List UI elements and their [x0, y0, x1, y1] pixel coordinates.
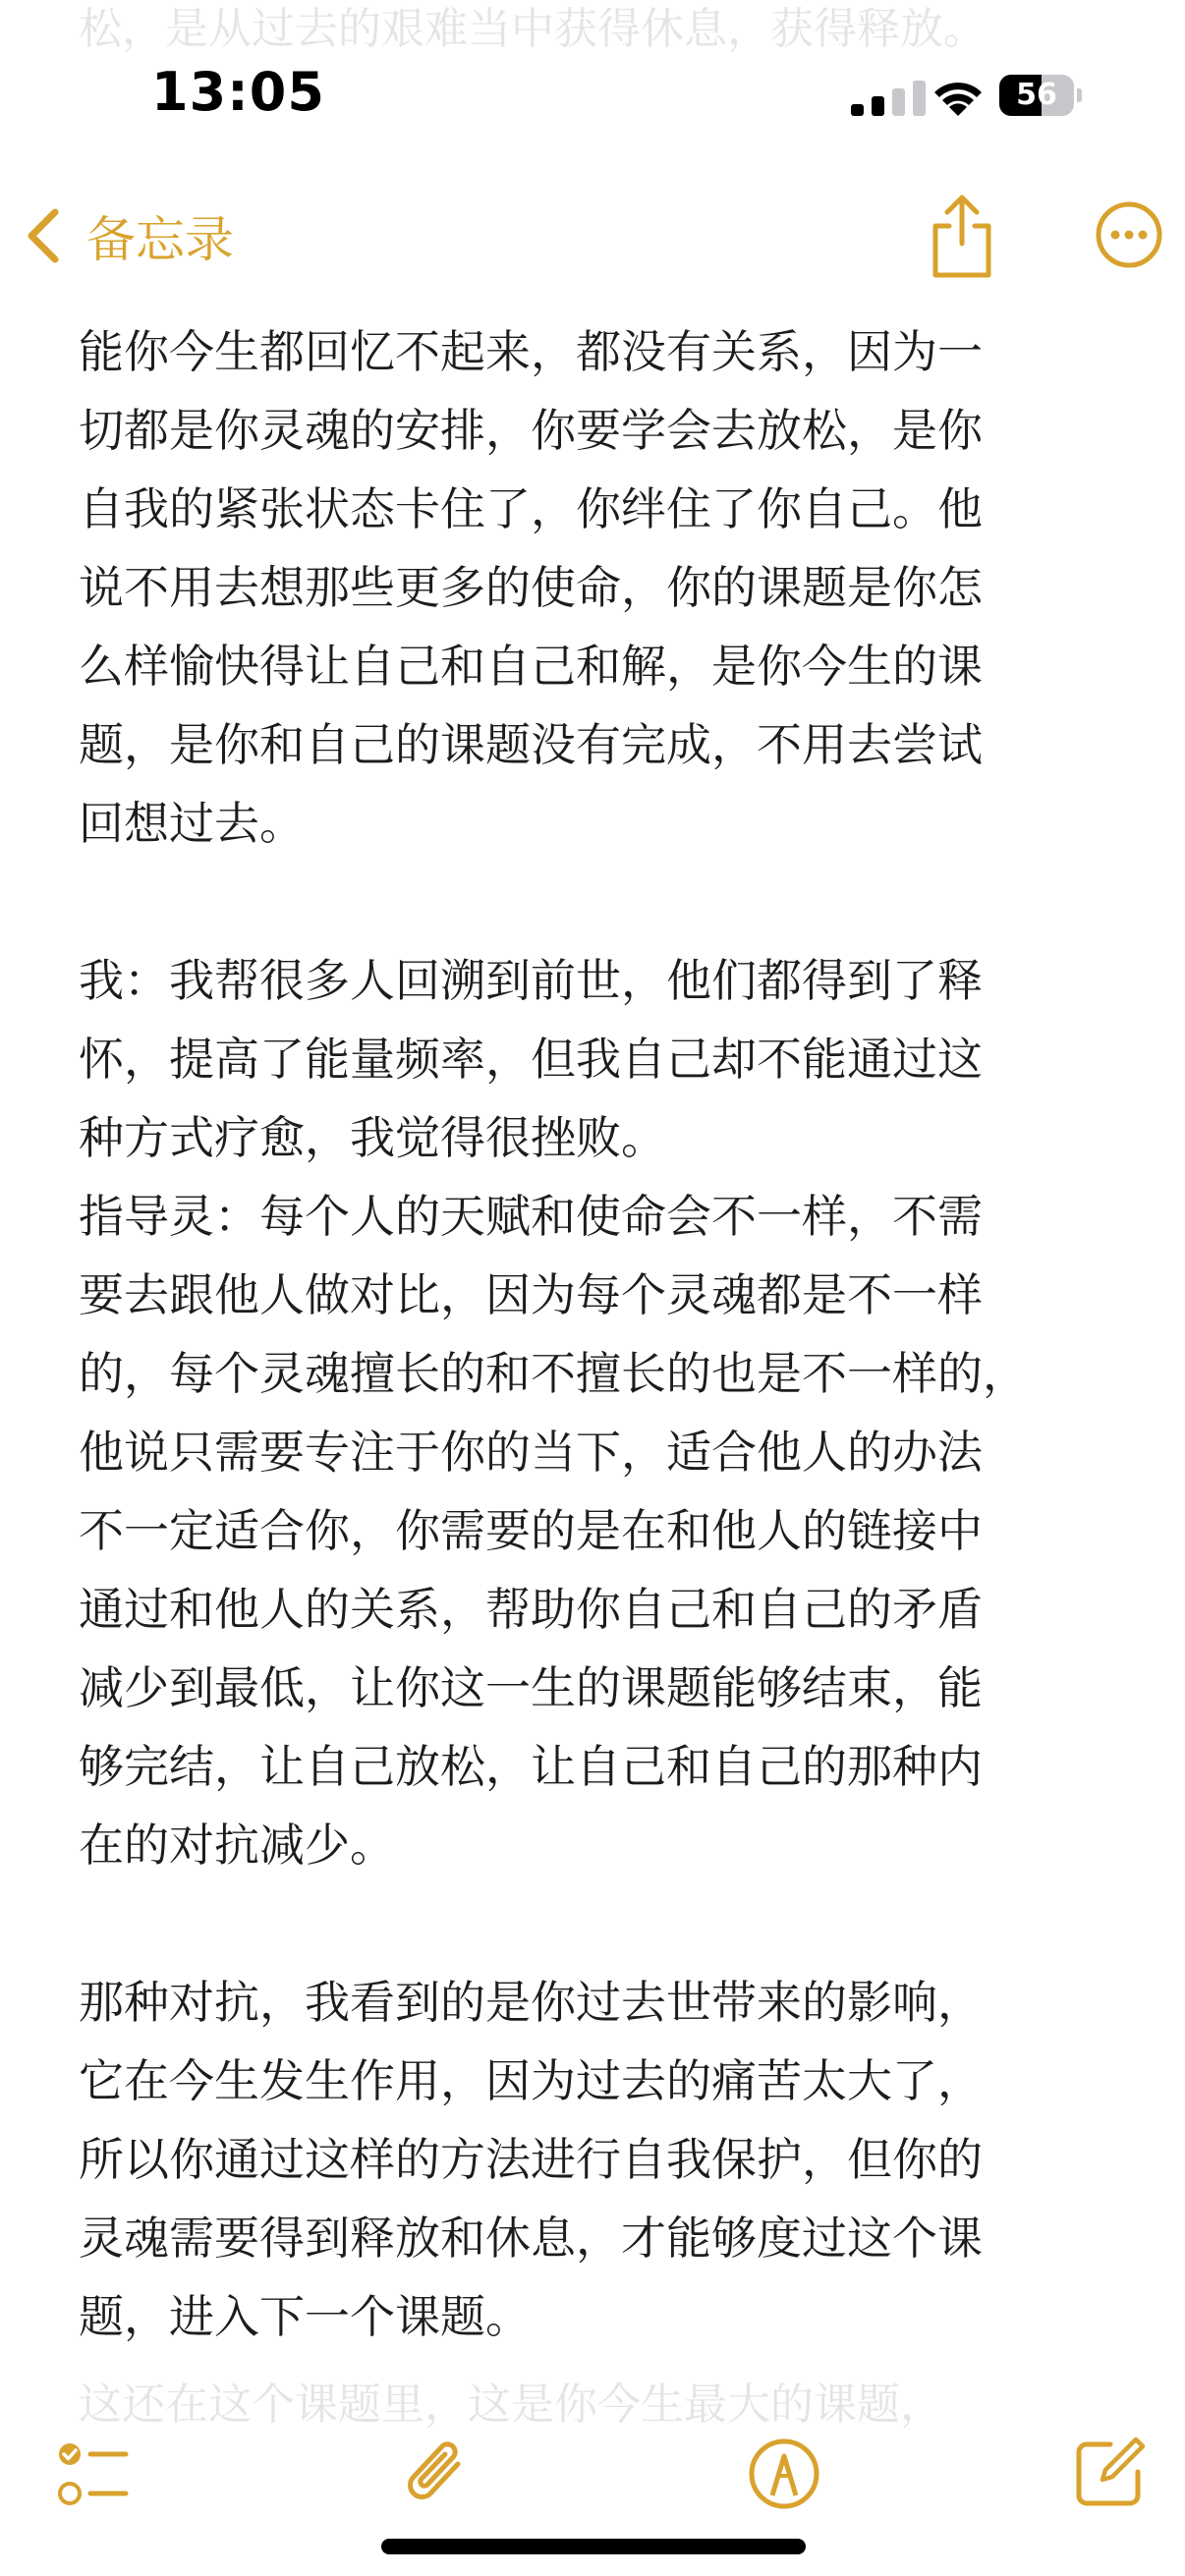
battery-indicator [999, 75, 1082, 116]
note-line: 灵魂需要得到释放和休息，才能够度过这个课 [79, 2212, 983, 2265]
note-line: 题，进入下一个课题。 [79, 2290, 531, 2343]
more-options-icon[interactable] [1095, 200, 1163, 269]
battery-level: 56 [1016, 78, 1057, 112]
note-line: 那种对抗，我看到的是你过去世带来的影响， [79, 1976, 983, 2029]
note-line: 减少到最低，让你这一生的课题能够结束，能 [79, 1661, 983, 1714]
faded-text-top: 松，是从过去的艰难当中获得休息，获得释放。 [79, 4, 987, 54]
note-line: 种方式疗愈，我觉得很挫败。 [79, 1111, 666, 1164]
markup-pen-icon[interactable] [747, 2436, 821, 2511]
note-line: 它在今生发生作用，因为过去的痛苦太大了， [79, 2054, 983, 2107]
share-icon[interactable] [928, 193, 996, 281]
note-line: 要去跟他人做对比，因为每个灵魂都是不一样 [79, 1268, 983, 1321]
note-line: 自我的紧张状态卡住了，你绊住了你自己。他 [79, 482, 983, 535]
note-line: 在的对抗减少。 [79, 1819, 395, 1872]
note-line: 么样愉快得让自己和自己和解，是你今生的课 [79, 640, 983, 693]
note-line: 题，是你和自己的课题没有完成，不用去尝试 [79, 718, 983, 771]
note-line: 回想过去。 [79, 797, 305, 850]
blank-line [79, 863, 1130, 941]
note-line: 切都是你灵魂的安排，你要学会去放松，是你 [79, 404, 983, 457]
paperclip-icon[interactable] [403, 2435, 474, 2513]
note-body[interactable] [79, 312, 1130, 2356]
note-line: 不一定适合你，你需要的是在和他人的链接中 [79, 1504, 983, 1557]
back-button[interactable] [22, 196, 234, 275]
cellular-signal-icon [851, 81, 928, 116]
bottom-toolbar [0, 2427, 1185, 2535]
note-line: 他说只需要专注于你的当下，适合他人的办法 [79, 1426, 983, 1479]
blank-line [79, 1884, 1130, 1963]
compose-icon[interactable] [1075, 2436, 1146, 2507]
note-line: 能你今生都回忆不起来，都没有关系，因为一 [79, 325, 983, 378]
note-line: 够完结，让自己放松，让自己和自己的那种内 [79, 1740, 983, 1793]
wifi-icon [931, 75, 986, 116]
status-bar [0, 0, 1185, 187]
navigation-bar [0, 177, 1185, 295]
note-line: 怀，提高了能量频率，但我自己却不能通过这 [79, 1033, 983, 1086]
faded-text-bottom: 这还在这个课题里，这是你今生最大的课题， [79, 2380, 943, 2430]
status-time: 13:05 [151, 61, 325, 123]
note-line: 的，每个灵魂擅长的和不擅长的也是不一样的， [79, 1347, 1028, 1400]
note-line: 说不用去想那些更多的使命，你的课题是你怎 [79, 561, 983, 614]
note-line: 我：我帮很多人回溯到前世，他们都得到了释 [79, 954, 983, 1007]
note-line: 通过和他人的关系，帮助你自己和自己的矛盾 [79, 1583, 983, 1636]
note-line: 指导灵：每个人的天赋和使命会不一样，不需 [79, 1190, 983, 1243]
home-indicator[interactable] [381, 2539, 806, 2554]
chevron-left-icon [22, 206, 65, 265]
checklist-icon[interactable] [57, 2438, 130, 2511]
back-label: 备忘录 [86, 211, 234, 268]
note-line: 所以你通过这样的方法进行自我保护，但你的 [79, 2133, 983, 2186]
